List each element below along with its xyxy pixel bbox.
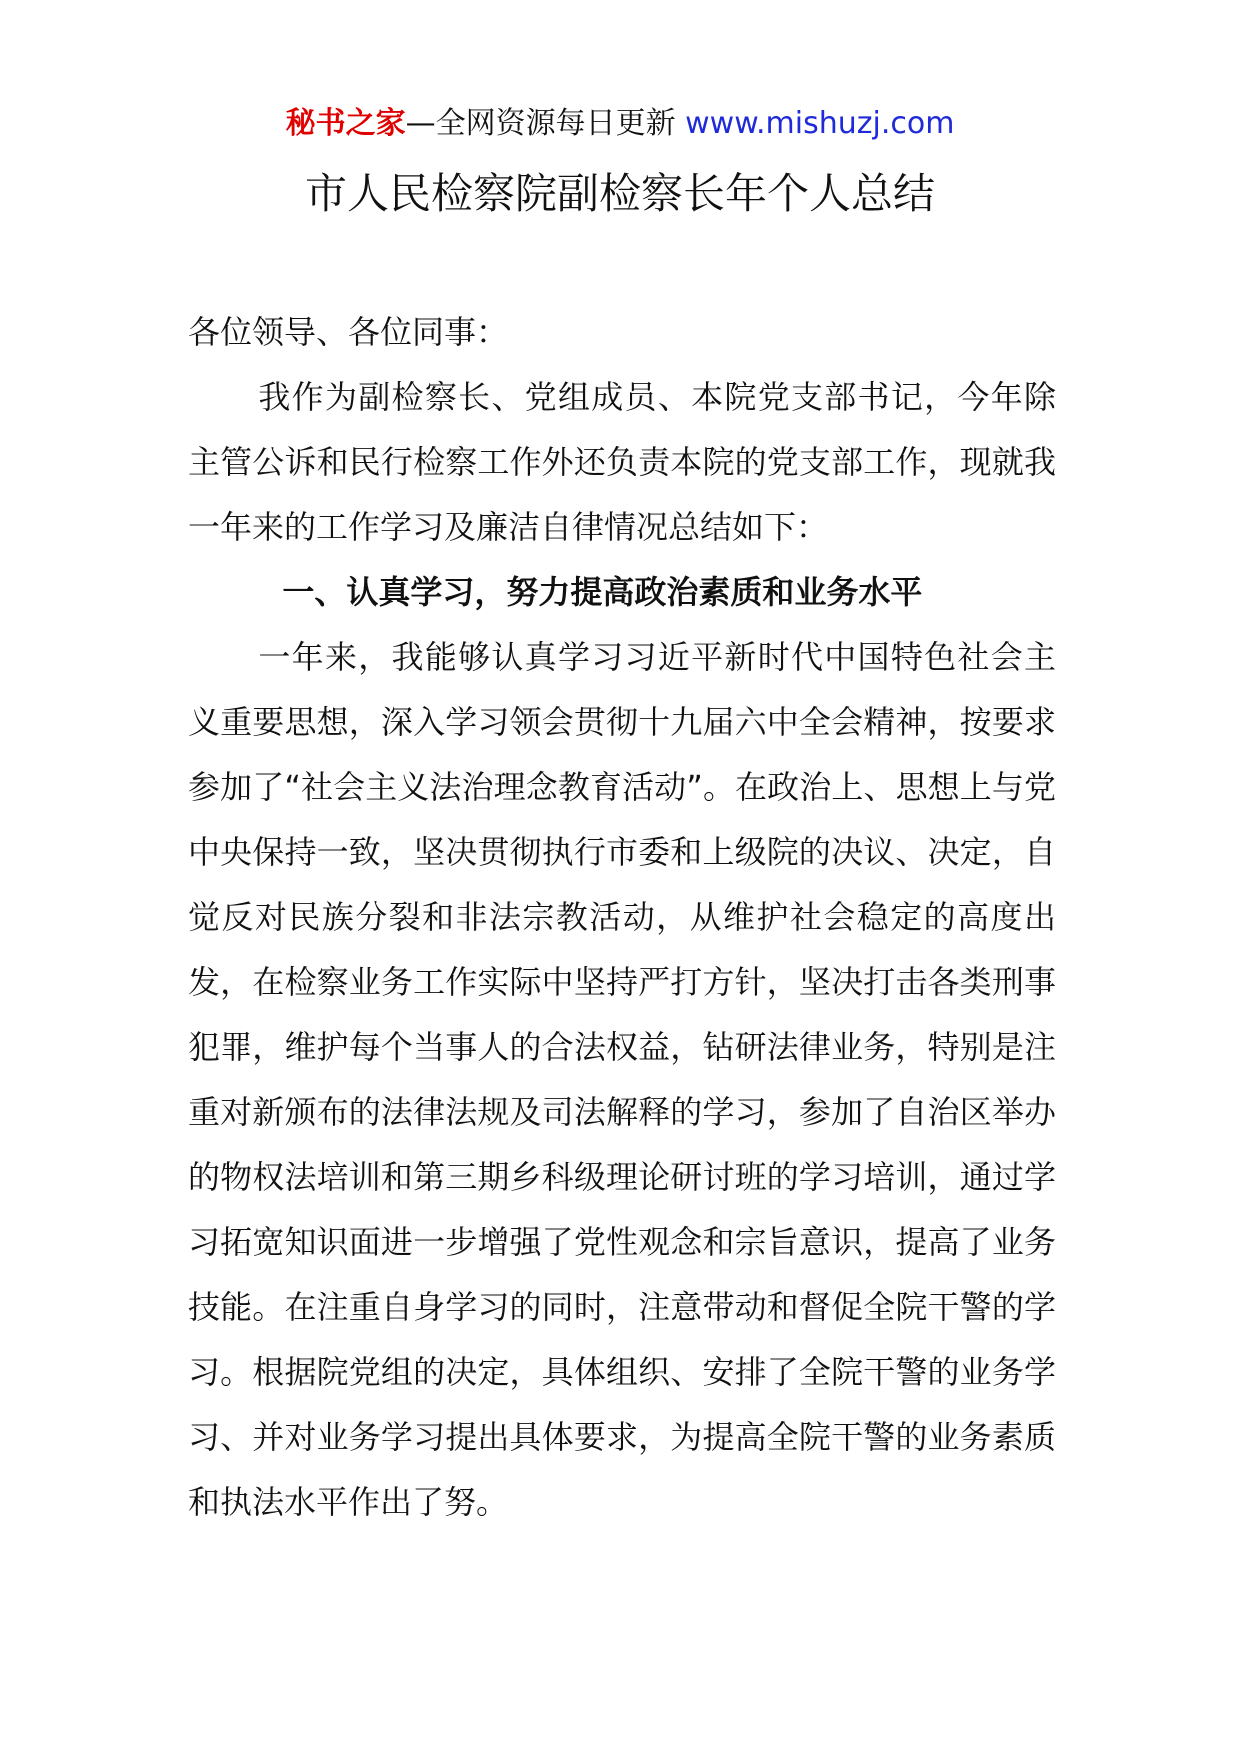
document-body bbox=[188, 300, 1056, 1535]
salutation: 各位领导、各位同事： bbox=[188, 313, 509, 351]
section-paragraph: 一年来，我能够认真学习习近平新时代中国特色社会主义重要思想，深入学习领会贯彻十九届六中全会精神，按要求参加了“社会主义法治理念教育活动”。在政治上、思想上与党中央保持一致，坚决贯彻执行市委和上级院的决议、决定，自觉反对民族分裂和非法宗教活动，从维护社会稳定的高度出发，在检察业务工作实际中坚持严打方针，坚决打击各类刑事犯罪，维护每个当事人的合法权益，钻研法律业务，特别是注重对新颁布的法律法规及司法解释的学习，参加了自治区举办的物权法培训和第三期乡科级理论研讨班的学习培训，通过学习拓宽知识面进一步增强了党性观念和宗旨意识，提高了业务技能。在注重自身学习的同时，注意带动和督促全院干警的学习。根据院党组的决定，具体组织、安排了全院干警的业务学习、并对业务学习提出具体要求，为提高全院干警的业务素质和执法水平作出了努。 bbox=[188, 638, 1056, 1521]
intro-paragraph: 我作为副检察长、党组成员、本院党支部书记，今年除主管公诉和民行检察工作外还负责本院的党支部工作，现就我一年来的工作学习及廉洁自律情况总结如下： bbox=[188, 378, 1056, 546]
document-title: 市人民检察院副检察长年个人总结 bbox=[304, 169, 935, 218]
section-heading: 一、认真学习，努力提高政治素质和业务水平 bbox=[282, 573, 923, 611]
header-tagline: —全网资源每日更新 bbox=[405, 106, 676, 141]
site-header bbox=[0, 104, 1240, 144]
brand-name: 秘书之家 bbox=[285, 106, 406, 141]
site-url: www.mishuzj.com bbox=[685, 106, 955, 141]
